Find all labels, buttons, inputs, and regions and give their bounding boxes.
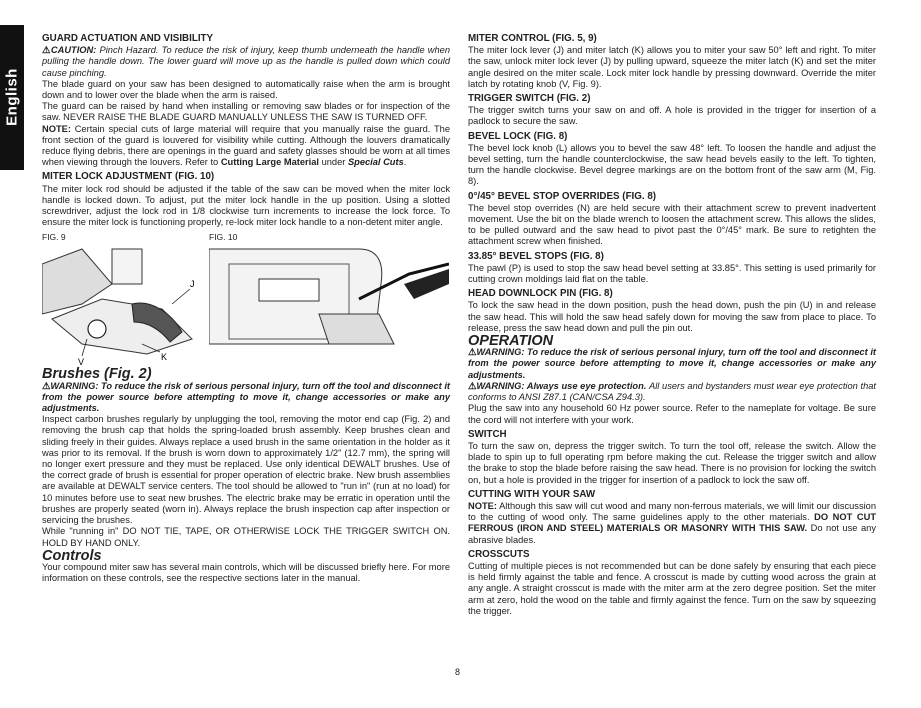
left-column: [42, 30, 450, 584]
miter-control-heading: MITER CONTROL (FIG. 5, 9): [468, 33, 597, 44]
brushes-heading: Brushes (Fig. 2): [42, 366, 152, 383]
bevel-lock-heading: BEVEL LOCK (FIG. 8): [468, 130, 568, 142]
guard-paragraph-2: The guard can be raised by hand when installing or removing saw blades or for inspection of the saw. NEVER RAISE THE BLADE GUARD MANUALLY UNLESS THE SAW IS TURNED OFF.: [42, 101, 450, 123]
caution-icon: ⚠: [42, 45, 51, 56]
bevel-3385-heading: 33.85° BEVEL STOPS (FIG. 8): [468, 250, 604, 262]
guard-caution: ⚠CAUTION: Pinch Hazard. To reduce the risk of injury, keep thumb underneath the handle when pulling the handle down. The lower guard will move up as the handle is pulled down which could cause pinching.: [42, 45, 450, 78]
bevel-3385-text: The pawl (P) is used to stop the saw head bevel setting at 33.85°. This setting is used primarily for cutting crown moldings laid flat on the table.: [468, 262, 876, 285]
operation-heading: OPERATION: [468, 333, 554, 350]
downlock-heading: HEAD DOWNLOCK PIN (FIG. 8): [468, 288, 613, 300]
brushes-warning: ⚠WARNING: To reduce the risk of serious personal injury, turn off the tool and disconnect it from the power source before attempting to move it, change accessories or make any adjustments.: [42, 380, 450, 414]
operation-warning-1: ⚠WARNING: To reduce the risk of serious personal injury, turn off the tool and disconnect it from the power source before attempting to move it, change accessories or make any adjustments.: [468, 347, 876, 380]
warning-icon: ⚠: [468, 380, 477, 391]
cutting-heading: CUTTING WITH YOUR SAW: [468, 488, 596, 500]
language-tab-label: English: [3, 68, 21, 126]
crosscuts-heading: CROSSCUTS: [468, 548, 530, 560]
switch-text: To turn the saw on, depress the trigger switch. To turn the tool off, release the switch. Allow the blade to spin up to full operating rpm before making the cut. Release the trigger switch and allow the brake to stop the blade before raising the saw head. There is no provision for locking the switch on, but a hole is provided in the trigger for insertion of a padlock to lock the saw off.: [468, 440, 876, 485]
downlock-text: To lock the saw head in the down position, push the head down, push the pin (U) in and release the saw head. This will hold the saw head safely down for moving the saw from place to place. To release, press the saw head down and pull the pin out.: [468, 300, 876, 333]
guard-note: NOTE: Certain special cuts of large material will require that you manually raise the guard. The front section of the guard is louvered for visibility while cutting. Although the louvers dramatically reduce flying debris, there are openings in the guard and safety glasses should be worn at all times when viewing through the louvers. Refer to Cutting Large Material under Special Cuts.: [42, 123, 451, 168]
miter-adjust-text: The miter lock rod should be adjusted if the table of the saw can be moved when the miter lock handle is locked down. To adjust, put the miter lock handle in the up position. Using a slotted screwdriver, adjust the lock rod in 1/8 clockwise turn increments to increase the lock force. To ensure the miter lock is functioning properly, re-lock miter lock handle to a non-detent miter angle.: [42, 183, 450, 228]
miter-control-text: The miter lock lever (J) and miter latch (K) allows you to miter your saw 50° left and right. To miter the saw, unlock miter lock lever (J) by pulling upward, squeeze the miter latch (K) and set the miter angle desired on the miter scale. Lock miter lock handle by pressing downward. Override the miter latch by rotating knob (V, Fig. 9).: [468, 45, 876, 89]
language-tab: [0, 25, 24, 170]
bevel-stop-text: The bevel stop overrides (N) are held secure with their attachment screw to prevent inadvertent movement. Use the bit on the blade wrench to loosen the attachment screw. This allows the slides, to be pulled outward and the saw head to pivot past the 0°/45° mark. Be sure to retighten the attachment screw when finished.: [468, 202, 876, 247]
controls-text: Your compound miter saw has several main controls, which will be discussed briefly here. For more information on these controls, see the respective sections later in the manual.: [42, 561, 450, 584]
crosscuts-text: Cutting of multiple pieces is not recommended but can be done safely by ensuring that each piece is held firmly against the table and fence. A crosscut is made by cutting wood across the grain at any angle. A straight crosscut is made with the miter arm at the zero degree position. Set the miter arm at zero, hold the wood on the table and firmly against the fence. Turn on the saw by squeezing the trigger.: [468, 560, 876, 616]
brushes-paragraph-1: Inspect carbon brushes regularly by unplugging the tool, removing the motor end cap (Fig. 2) and removing the brush cap that holds the spring-loaded brush assembly. Keep brushes clean and sliding freely in their guides. Always replace a used brush in the same orientation in the holder as it was prior to its removal. If the brush is worn down to approximately 1/2" (12.7 mm), the spring will no longer exert pressure and they must be replaced. Use only identical DEWALT brushes. Use of the correct grade of brush is essential for proper operation of electric brake. New brush assemblies are available at DEWALT service centers. The tool should be allowed to "run in" (run at no load) for 10 minutes before use to seat new brushes. The electric brake may be erratic in operation until the brushes are properly seated (worn in). Always replace the brush inspection cap after inspection or servicing the brushes.: [42, 414, 450, 526]
right-column: [468, 30, 876, 617]
fig9-illustration: [42, 244, 202, 366]
miter-adjust-heading: MITER LOCK ADJUSTMENT (FIG. 10): [42, 171, 215, 183]
guard-paragraph-1: The blade guard on your saw has been designed to automatically raise when the arm is brought down and to lower over the blade when the arm is raised.: [42, 78, 450, 101]
switch-heading: SWITCH: [468, 428, 507, 440]
guard-heading: GUARD ACTUATION AND VISIBILITY: [42, 33, 214, 44]
fig9-callout-k: K: [161, 352, 168, 363]
fig9-label: FIG. 9: [42, 232, 66, 243]
trigger-switch-text: The trigger switch turns your saw on and off. A hole is provided in the trigger for insertion of a padlock to secure the saw.: [468, 105, 876, 127]
figures-row: [42, 232, 450, 367]
fig9-callout-j: J: [190, 279, 195, 290]
brushes-paragraph-2: While "running in" DO NOT TIE, TAPE, OR OTHERWISE LOCK THE TRIGGER SWITCH ON. HOLD BY HAND ONLY.: [42, 526, 450, 548]
warning-icon: ⚠: [42, 380, 51, 391]
operation-plug-text: Plug the saw into any household 60 Hz power source. Refer to the nameplate for voltage. Be sure the cord will not interfere with your work.: [468, 403, 876, 425]
fig9-callout-v: V: [78, 357, 85, 367]
fig10-label: FIG. 10: [209, 232, 238, 243]
trigger-switch-heading: TRIGGER SWITCH (FIG. 2): [468, 93, 591, 105]
warning-icon: ⚠: [468, 347, 477, 358]
operation-warning-2: ⚠WARNING: Always use eye protection. All users and bystanders must wear eye protection that conforms to ANSI Z87.1 (CAN/CSA Z94.3).: [468, 380, 876, 403]
bevel-stop-heading: 0°/45° BEVEL STOP OVERRIDES (FIG. 8): [468, 190, 657, 202]
page-number: 8: [455, 667, 461, 677]
bevel-lock-text: The bevel lock knob (L) allows you to bevel the saw 48° left. To loosen the handle and adjust the bevel setting, turn the handle counterclockwise, the saw head bevels easily to the left. To tighten, turn the handle clockwise. Bevel degree markings are on the bottom front of the saw arm (M, Fig. 8).: [468, 142, 876, 187]
controls-heading: Controls: [42, 547, 102, 564]
cutting-note: NOTE: Although this saw will cut wood and many non-ferrous materials, we will limit our discussion to the cutting of wood only. The same guidelines apply to the other materials. DO NOT CUT FERROUS (IRON AND STEEL) MATERIALS OR MASONRY WITH THIS SAW. Do not use any abrasive blades.: [468, 500, 877, 545]
fig10-illustration: [209, 244, 449, 349]
